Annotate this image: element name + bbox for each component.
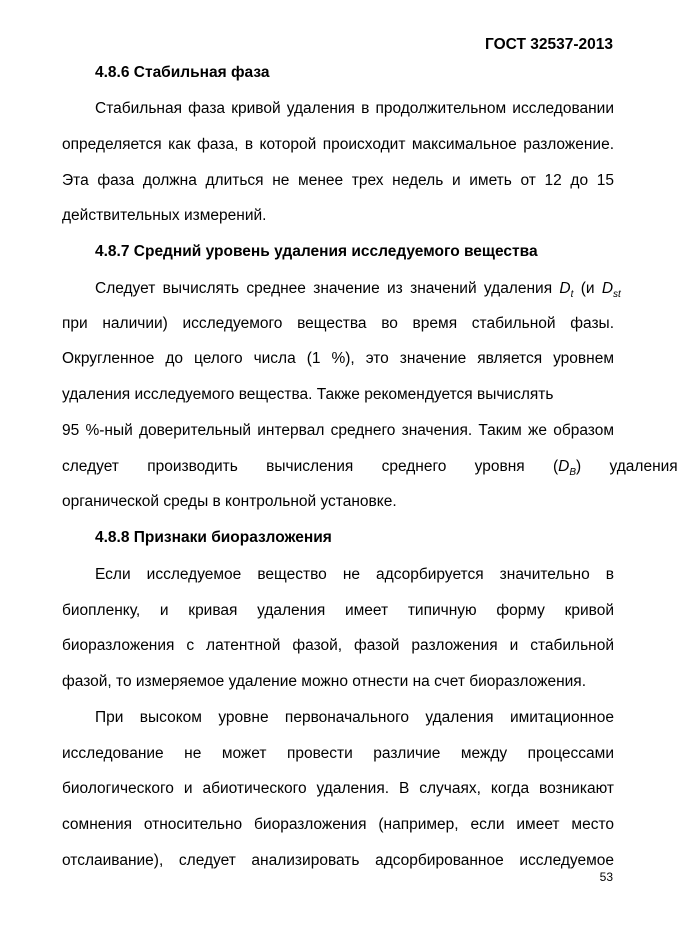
paragraph-line: определяется как фаза, в которой происходит максимальное разложение.: [62, 136, 614, 153]
paragraph-line: Округленное до целого числа (1 %), это значение является уровнем: [62, 350, 614, 367]
paragraph-line: Если исследуемое вещество не адсорбируется значительно в: [95, 566, 614, 583]
symbol-dst: $D_{st}$: [601, 280, 621, 301]
paragraph-line: фазой, то измеряемое удаление можно отнести на счет биоразложения.: [62, 673, 586, 690]
paragraph-line: отслаивание), следует анализировать адсорбированное исследуемое: [62, 852, 614, 869]
paragraph-line: Эта фаза должна длиться не менее трех недель и иметь от 12 до 15: [62, 172, 614, 189]
paragraph-line: биоразложения с латентной фазой, фазой разложения и стабильной: [62, 637, 614, 654]
paragraph-line: Стабильная фаза кривой удаления в продолжительном исследовании: [95, 100, 614, 117]
paragraph-line: органической среды в контрольной установке.: [62, 493, 397, 510]
standard-header: ГОСТ 32537-2013: [485, 36, 613, 53]
paragraph-line: Следует вычислять среднее значение из значений удаления $D_t$ (и $D_{st}$: [95, 280, 621, 301]
paragraph-line: удаления исследуемого вещества. Также рекомендуется вычислять: [62, 386, 554, 403]
paragraph-line: сомнения относительно биоразложения (например, если имеет место: [62, 816, 614, 833]
paragraph-line: действительных измерений.: [62, 207, 267, 224]
paragraph-line: биологического и абиотического удаления. В случаях, когда возникают: [62, 780, 614, 797]
paragraph-line: исследование не может провести различие между процессами: [62, 745, 614, 762]
symbol-dt: $D_t$: [559, 280, 574, 301]
page-number: 53: [599, 870, 613, 884]
section-heading-4-8-6: 4.8.6 Стабильная фаза: [95, 64, 270, 81]
paragraph-line: биопленку, и кривая удаления имеет типичную форму кривой: [62, 602, 614, 619]
paragraph-line: при наличии) исследуемого вещества во время стабильной фазы.: [62, 315, 614, 332]
symbol-db: $D_B$: [558, 458, 577, 479]
paragraph-line: 95 %-ный доверительный интервал среднего значения. Таким же образом: [62, 422, 614, 439]
section-heading-4-8-8: 4.8.8 Признаки биоразложения: [95, 529, 332, 546]
section-heading-4-8-7: 4.8.7 Средний уровень удаления исследуемого вещества: [95, 243, 538, 260]
paragraph-line: следует производить вычисления среднего уровня $(D_B)$ удаления: [62, 458, 678, 479]
paragraph-line: При высоком уровне первоначального удаления имитационное: [95, 709, 614, 726]
